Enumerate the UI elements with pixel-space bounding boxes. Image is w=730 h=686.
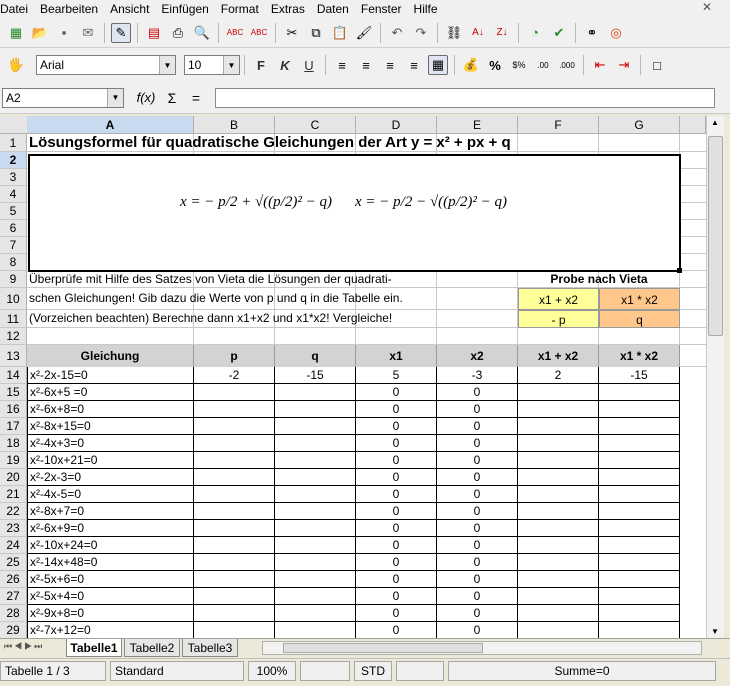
find-replace-icon[interactable]: ⚭ <box>586 24 598 40</box>
header-gleichung: Gleichung <box>27 345 194 367</box>
menu-ansicht[interactable]: Ansicht <box>110 2 150 16</box>
row-header[interactable]: 14 <box>0 367 27 384</box>
vertical-scrollbar[interactable] <box>706 116 724 638</box>
cell-q[interactable] <box>275 537 356 554</box>
cell-x1[interactable]: 0 <box>356 520 437 537</box>
cell-x1[interactable]: 0 <box>356 605 437 622</box>
cell-p[interactable] <box>194 435 275 452</box>
cell-sum[interactable] <box>518 537 599 554</box>
increase-indent-icon[interactable]: ⇥ <box>618 57 630 72</box>
cell-p[interactable] <box>194 537 275 554</box>
cell-q[interactable] <box>275 486 356 503</box>
cell-prod[interactable] <box>599 571 680 588</box>
cell-sum[interactable] <box>518 418 599 435</box>
cell-x1[interactable]: 0 <box>356 401 437 418</box>
separator <box>137 23 138 43</box>
column-header-a[interactable]: A <box>27 116 194 134</box>
status-sheet: Tabelle 1 / 3 <box>0 661 106 681</box>
column-header-f[interactable]: F <box>518 116 599 134</box>
cell-sum[interactable] <box>518 435 599 452</box>
cell-prod[interactable]: -15 <box>599 367 680 384</box>
cell-eq[interactable]: x²-2x-3=0 <box>27 469 194 486</box>
header-product: x1 * x2 <box>599 345 680 367</box>
cell-x1[interactable]: 0 <box>356 588 437 605</box>
add-decimal-icon[interactable]: .00 <box>537 60 549 70</box>
separator <box>575 23 576 43</box>
cell-q[interactable] <box>275 503 356 520</box>
cell-x1[interactable]: 0 <box>356 571 437 588</box>
status-modified <box>396 661 444 681</box>
cell-q[interactable] <box>275 452 356 469</box>
cell-prod[interactable] <box>599 452 680 469</box>
cell-x2[interactable]: 0 <box>437 418 518 435</box>
currency-icon[interactable]: 💰 <box>462 57 480 72</box>
cell-x1[interactable]: 0 <box>356 554 437 571</box>
cell-x2[interactable]: -3 <box>437 367 518 384</box>
cell-sum[interactable] <box>518 452 599 469</box>
page-preview-icon[interactable]: 🔍 <box>193 24 211 40</box>
separator <box>325 55 326 75</box>
row-header[interactable]: 17 <box>0 418 27 435</box>
instruction-line-2: schen Gleichungen! Gib dazu die Werte von p und q in die Tabelle ein. <box>29 291 403 305</box>
cell-p[interactable] <box>194 622 275 638</box>
cell-sum[interactable] <box>518 588 599 605</box>
cell-q[interactable] <box>275 588 356 605</box>
sheet-title: Lösungsformel für quadratische Gleichungen der Art y = x² + px + q <box>29 134 511 151</box>
cell-p[interactable]: -2 <box>194 367 275 384</box>
cell-prod[interactable] <box>599 537 680 554</box>
italic-icon[interactable]: K <box>280 57 290 73</box>
row-header[interactable]: 22 <box>0 503 27 520</box>
cell-prod[interactable] <box>599 588 680 605</box>
separator <box>454 55 455 75</box>
tab-tabelle2[interactable]: Tabelle2 <box>124 639 180 657</box>
cell-p[interactable] <box>194 401 275 418</box>
cell-p[interactable] <box>194 571 275 588</box>
cell-q[interactable] <box>275 571 356 588</box>
row-header[interactable]: 19 <box>0 452 27 469</box>
separator <box>380 23 381 43</box>
tab-tabelle1[interactable]: Tabelle1 <box>66 639 122 657</box>
justify-icon[interactable]: ≡ <box>410 57 418 73</box>
cell-q[interactable] <box>275 520 356 537</box>
cell-eq[interactable]: x²-8x+15=0 <box>27 418 194 435</box>
cell-prod[interactable] <box>599 486 680 503</box>
cell-p[interactable] <box>194 588 275 605</box>
column-header-h[interactable] <box>680 116 706 134</box>
sort-descending-icon[interactable]: Z↓ <box>496 27 508 38</box>
new-document-icon[interactable]: ▦ <box>9 24 23 40</box>
cell-prod[interactable] <box>599 418 680 435</box>
row-header[interactable]: 15 <box>0 384 27 401</box>
horizontal-scrollbar[interactable] <box>262 641 702 655</box>
email-icon[interactable]: ✉ <box>82 24 94 40</box>
cell-x2[interactable]: 0 <box>437 401 518 418</box>
function-wizard-icon[interactable]: f(x) <box>136 90 156 105</box>
separator <box>104 23 105 43</box>
cell-p[interactable] <box>194 554 275 571</box>
scroll-up-icon[interactable]: ▲ <box>711 118 719 127</box>
bold-icon[interactable]: F <box>257 57 265 73</box>
cell-p[interactable] <box>194 503 275 520</box>
row-header[interactable]: 18 <box>0 435 27 452</box>
cell-prod[interactable] <box>599 503 680 520</box>
cell-q[interactable] <box>275 622 356 638</box>
cell-eq[interactable]: x²-2x-15=0 <box>27 367 194 384</box>
open-icon[interactable]: 📂 <box>31 24 49 40</box>
column-header-g[interactable]: G <box>599 116 680 134</box>
row-header[interactable]: 7 <box>0 237 27 254</box>
instruction-line-3: (Vorzeichen beachten) Berechne dann x1+x2 und x1*x2! Vergleiche! <box>29 311 393 325</box>
cell-eq[interactable]: x²-10x+21=0 <box>27 452 194 469</box>
cell-x1[interactable]: 0 <box>356 452 437 469</box>
cell-q[interactable]: -15 <box>275 367 356 384</box>
cell-q[interactable] <box>275 605 356 622</box>
edit-mode-icon[interactable]: ✎ <box>111 23 131 43</box>
row-header[interactable]: 6 <box>0 220 27 237</box>
horizontal-scroll-thumb[interactable] <box>283 643 483 653</box>
row-header[interactable]: 12 <box>0 328 27 345</box>
header-q: q <box>275 345 356 367</box>
cell-x1[interactable]: 0 <box>356 435 437 452</box>
vieta-sum-label: x1 + x2 <box>518 288 599 310</box>
cell-prod[interactable] <box>599 554 680 571</box>
row-header[interactable]: 23 <box>0 520 27 537</box>
name-box[interactable] <box>2 88 124 108</box>
cell-x2[interactable]: 0 <box>437 503 518 520</box>
formula-object[interactable] <box>28 154 681 272</box>
cell-sum[interactable] <box>518 520 599 537</box>
cell-q[interactable] <box>275 469 356 486</box>
sum-icon[interactable]: Σ <box>167 89 177 106</box>
cell-x2[interactable]: 0 <box>437 554 518 571</box>
percent-icon[interactable]: % <box>489 57 501 73</box>
cell-eq[interactable]: x²-4x-5=0 <box>27 486 194 503</box>
cell-p[interactable] <box>194 418 275 435</box>
separator <box>218 23 219 43</box>
cell-x2[interactable]: 0 <box>437 571 518 588</box>
merge-cells-icon[interactable]: ▦ <box>428 55 448 75</box>
borders-icon[interactable]: □ <box>653 57 661 73</box>
cell-sum[interactable]: 2 <box>518 367 599 384</box>
formula-minus: x = − p/2 − √((p/2)² − q) <box>355 194 507 210</box>
cell-sum[interactable] <box>518 605 599 622</box>
chart-icon[interactable]: ◔ <box>531 25 539 40</box>
vieta-title: Probe nach Vieta <box>550 272 648 286</box>
cell-sum[interactable] <box>518 486 599 503</box>
decrease-indent-icon[interactable]: ⇤ <box>594 57 606 72</box>
cell-q[interactable] <box>275 554 356 571</box>
cell-x2[interactable]: 0 <box>437 520 518 537</box>
cell-eq[interactable]: x²-8x+7=0 <box>27 503 194 520</box>
cell-p[interactable] <box>194 469 275 486</box>
cell-p[interactable] <box>194 452 275 469</box>
undo-icon[interactable]: ↶ <box>391 24 403 40</box>
cell-sum[interactable] <box>518 571 599 588</box>
menu-einfuegen[interactable]: Einfügen <box>161 2 209 16</box>
status-sum: Summe=0 <box>448 661 716 681</box>
separator <box>640 55 641 75</box>
cell-x1[interactable]: 0 <box>356 418 437 435</box>
row-header[interactable]: 10 <box>0 288 27 310</box>
cell-prod[interactable] <box>599 622 680 638</box>
formula-input[interactable] <box>215 88 715 108</box>
cell-p[interactable] <box>194 486 275 503</box>
cell-x1[interactable]: 0 <box>356 503 437 520</box>
cell-x2[interactable]: 0 <box>437 486 518 503</box>
align-center-icon[interactable]: ≡ <box>362 57 370 73</box>
row-header[interactable]: 21 <box>0 486 27 503</box>
separator <box>583 55 584 75</box>
cell-q[interactable] <box>275 401 356 418</box>
menu-hilfe[interactable]: Hilfe <box>413 2 438 16</box>
format-paintbrush-icon[interactable]: 🖌 <box>355 24 373 40</box>
row-header[interactable]: 26 <box>0 571 27 588</box>
cell-eq[interactable]: x²-4x+3=0 <box>27 435 194 452</box>
menu-datei[interactable]: Datei <box>0 2 29 16</box>
cell-x2[interactable]: 0 <box>437 588 518 605</box>
instruction-line-1: Überprüfe mit Hilfe des Satzes von Vieta die Lösungen der quadrati- <box>29 272 392 286</box>
cell-q[interactable] <box>275 418 356 435</box>
cell-sum[interactable] <box>518 384 599 401</box>
formula-plus: x = − p/2 + √((p/2)² − q) <box>180 194 332 210</box>
scroll-down-icon[interactable]: ▼ <box>711 627 719 636</box>
header-p: p <box>194 345 275 367</box>
cell-sum[interactable] <box>518 469 599 486</box>
status-bar <box>0 658 730 686</box>
number-format-icon[interactable]: $% <box>512 60 526 70</box>
status-page-style[interactable]: Standard <box>110 661 244 681</box>
row-header[interactable]: 11 <box>0 310 27 328</box>
column-header-b[interactable]: B <box>194 116 275 134</box>
cell-eq[interactable]: x²-9x+8=0 <box>27 605 194 622</box>
align-right-icon[interactable]: ≡ <box>386 57 394 73</box>
cell-eq[interactable]: x²-6x+8=0 <box>27 401 194 418</box>
font-name-value: Arial <box>40 58 65 72</box>
autospell-icon[interactable]: ABC <box>250 28 268 37</box>
row-header[interactable]: 4 <box>0 186 27 203</box>
navigator-icon[interactable]: ◎ <box>610 24 622 40</box>
cut-icon[interactable]: ✂ <box>286 24 298 40</box>
row-header[interactable]: 27 <box>0 588 27 605</box>
draw-functions-icon[interactable]: ✔ <box>553 24 565 40</box>
copy-icon[interactable]: ⧉ <box>311 24 321 40</box>
cell-p[interactable] <box>194 384 275 401</box>
vieta-product-label: x1 * x2 <box>599 288 680 310</box>
status-selection-mode[interactable]: STD <box>354 661 392 681</box>
cell-eq[interactable]: x²-6x+9=0 <box>27 520 194 537</box>
styles-icon[interactable]: 🖐 <box>7 57 25 72</box>
separator <box>244 55 245 75</box>
menu-fenster[interactable]: Fenster <box>360 2 402 16</box>
menu-format[interactable]: Format <box>220 2 259 16</box>
cell-p[interactable] <box>194 605 275 622</box>
cell-eq[interactable]: x²-10x+24=0 <box>27 537 194 554</box>
column-header-d[interactable]: D <box>356 116 437 134</box>
cell-x2[interactable]: 0 <box>437 435 518 452</box>
font-size-value: 10 <box>188 58 202 72</box>
row-header[interactable]: 29 <box>0 622 27 638</box>
save-icon[interactable]: ▪ <box>61 25 67 40</box>
cell-eq[interactable]: x²-5x+6=0 <box>27 571 194 588</box>
row-header[interactable]: 2 <box>0 152 27 169</box>
row-header[interactable]: 24 <box>0 537 27 554</box>
cell-x1[interactable]: 0 <box>356 486 437 503</box>
row-header[interactable]: 28 <box>0 605 27 622</box>
cell-prod[interactable] <box>599 520 680 537</box>
chevron-down-icon[interactable]: ▼ <box>159 56 175 74</box>
formula-icon[interactable]: = <box>191 89 201 106</box>
hyperlink-icon[interactable]: ⛓ <box>445 24 463 40</box>
remove-decimal-icon[interactable]: .000 <box>559 60 575 70</box>
align-left-icon[interactable]: ≡ <box>338 57 346 73</box>
spellcheck-icon[interactable]: ABC <box>226 28 244 37</box>
separator <box>518 23 519 43</box>
cell-prod[interactable] <box>599 605 680 622</box>
sheet-tab-bar <box>0 638 730 658</box>
close-icon[interactable]: ✕ <box>701 0 712 14</box>
status-blank <box>300 661 350 681</box>
row-header[interactable]: 25 <box>0 554 27 571</box>
resize-handle[interactable] <box>677 268 682 273</box>
cell-prod[interactable] <box>599 401 680 418</box>
row-header[interactable]: 5 <box>0 203 27 220</box>
row-header[interactable]: 8 <box>0 254 27 271</box>
cell-prod[interactable] <box>599 384 680 401</box>
vieta-minus-p-label: - p <box>518 310 599 328</box>
separator <box>275 23 276 43</box>
separator <box>437 23 438 43</box>
row-header[interactable]: 13 <box>0 345 27 367</box>
chevron-down-icon[interactable]: ▼ <box>223 56 239 74</box>
row-header[interactable]: 20 <box>0 469 27 486</box>
cell-x1[interactable]: 0 <box>356 622 437 638</box>
row-header[interactable]: 3 <box>0 169 27 186</box>
column-header-e[interactable]: E <box>437 116 518 134</box>
cell-x2[interactable]: 0 <box>437 469 518 486</box>
print-icon[interactable]: ⎙ <box>172 24 184 40</box>
cell-sum[interactable] <box>518 503 599 520</box>
cell-sum[interactable] <box>518 554 599 571</box>
menu-extras[interactable]: Extras <box>270 2 305 16</box>
cell-x2[interactable]: 0 <box>437 452 518 469</box>
cell-q[interactable] <box>275 384 356 401</box>
paste-icon[interactable]: 📋 <box>331 24 349 40</box>
cell-x2[interactable]: 0 <box>437 537 518 554</box>
export-pdf-icon[interactable]: ▤ <box>147 24 161 40</box>
formatting-toolbar <box>0 48 730 82</box>
cell-x1[interactable]: 0 <box>356 384 437 401</box>
sort-ascending-icon[interactable]: A↓ <box>472 27 484 38</box>
standard-toolbar <box>0 18 730 48</box>
vieta-q-label: q <box>599 310 680 328</box>
font-name-select[interactable] <box>36 55 176 75</box>
status-zoom[interactable]: 100% <box>248 661 296 681</box>
tab-navigation-icons[interactable]: ⏮◀▶⏭ <box>4 641 45 651</box>
menu-bearbeiten[interactable]: Bearbeiten <box>40 2 99 16</box>
menu-daten[interactable]: Daten <box>316 2 349 16</box>
select-all-corner[interactable] <box>0 116 28 134</box>
cell-x2[interactable]: 0 <box>437 622 518 638</box>
redo-icon[interactable]: ↷ <box>415 24 427 40</box>
cell-eq[interactable]: x²-5x+4=0 <box>27 588 194 605</box>
cell-eq[interactable]: x²-7x+12=0 <box>27 622 194 638</box>
row-header[interactable]: 16 <box>0 401 27 418</box>
cell-sum[interactable] <box>518 401 599 418</box>
cell-x1[interactable]: 0 <box>356 537 437 554</box>
cell-eq[interactable]: x²-6x+5 =0 <box>27 384 194 401</box>
cell-eq[interactable]: x²-14x+48=0 <box>27 554 194 571</box>
row-header[interactable]: 1 <box>0 134 27 152</box>
cell-x2[interactable]: 0 <box>437 384 518 401</box>
menu-bar <box>0 0 730 18</box>
scroll-thumb[interactable] <box>708 136 723 336</box>
row-header[interactable]: 9 <box>0 271 27 288</box>
cell-sum[interactable] <box>518 622 599 638</box>
chevron-down-icon[interactable]: ▼ <box>107 89 123 107</box>
header-x2: x2 <box>437 345 518 367</box>
header-x1: x1 <box>356 345 437 367</box>
cell-q[interactable] <box>275 435 356 452</box>
cell-p[interactable] <box>194 520 275 537</box>
cell-x1[interactable]: 0 <box>356 469 437 486</box>
cell-x2[interactable]: 0 <box>437 605 518 622</box>
cell-x1[interactable]: 5 <box>356 367 437 384</box>
header-sum: x1 + x2 <box>518 345 599 367</box>
cell-prod[interactable] <box>599 469 680 486</box>
name-box-value: A2 <box>6 90 21 105</box>
column-header-c[interactable]: C <box>275 116 356 134</box>
underline-icon[interactable]: U <box>304 57 314 73</box>
cell-prod[interactable] <box>599 435 680 452</box>
font-size-select[interactable] <box>184 55 240 75</box>
tab-tabelle3[interactable]: Tabelle3 <box>182 639 238 657</box>
